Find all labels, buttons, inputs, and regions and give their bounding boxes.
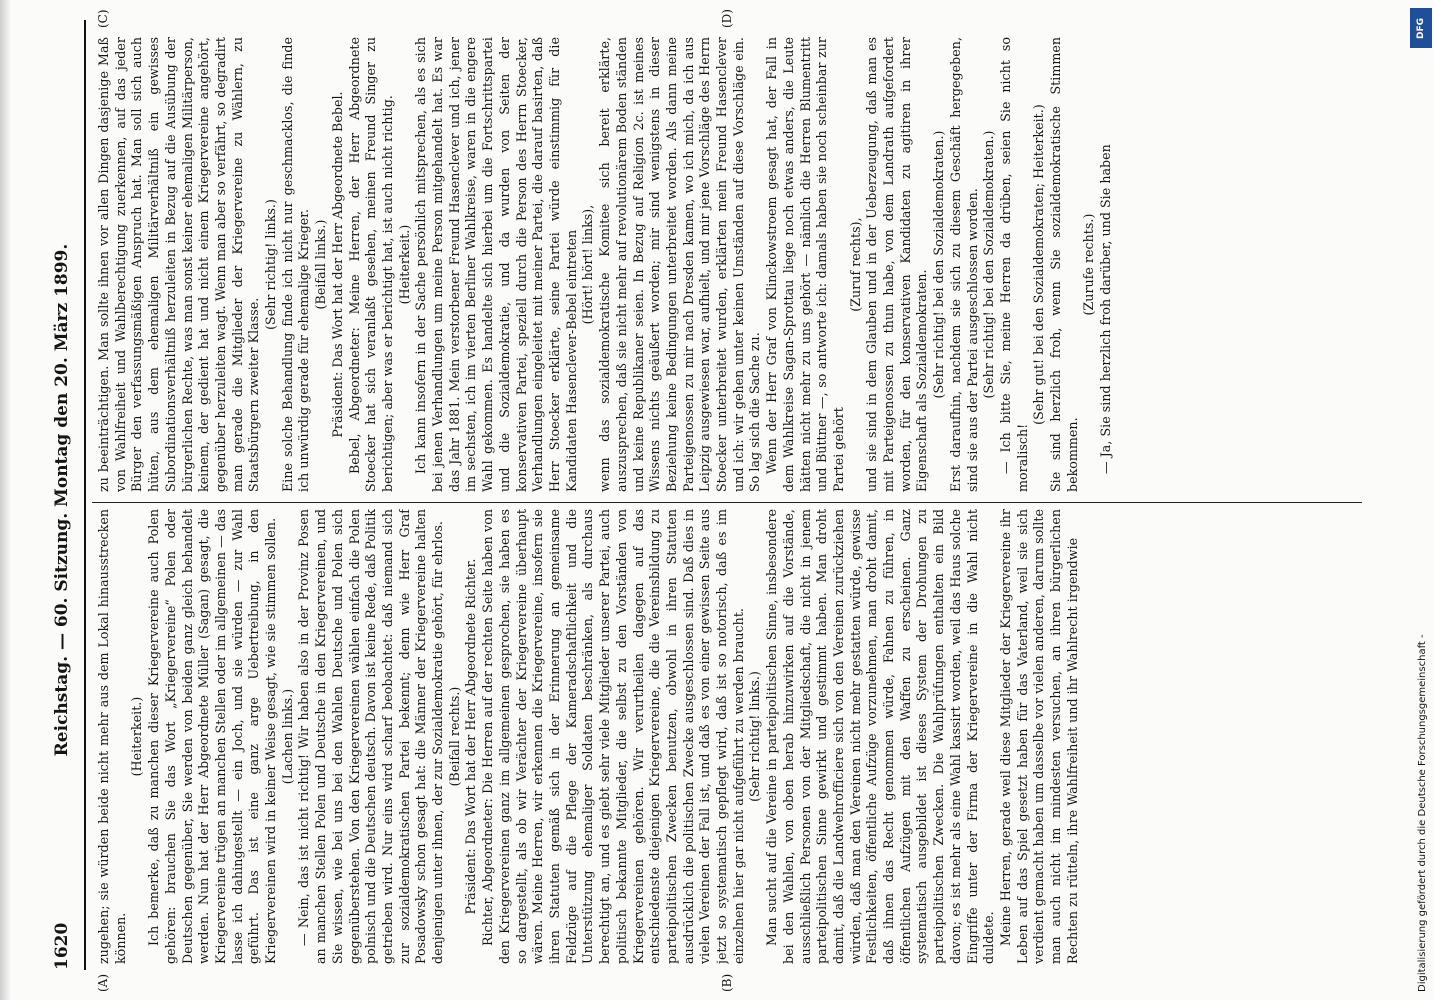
right-column-paragraph: (Sehr richtig! links.) xyxy=(263,199,279,330)
right-column-paragraph: wenn das sozialdemokratische Komitee sich bereit erklärte, auszusprechen, daß sie nicht mehr auf revolutionärem Boden ständen und keine Republikaner seien. In Bezug auf Religion 2c. ist meines Wissens nichts geäußert worden; mir sind wenigstens in dieser Beziehung keine Bedingungen unterbreitet worden. Als dann meine Parteigenossen zu mir nach Dresden kamen, wo ich mich, da ich aus Leipzig ausgewiesen war, aufhielt, und mir jene Vorschläge des Herrn Stoecker unterbreitet wurden, erklärten mein Freund Hasenclever und ich: wir gehen unter keinen Umständen auf diese Vorschläge ein. So lag sich die Sache zu. xyxy=(597,37,763,492)
margin-marker-c: (C) xyxy=(96,9,110,28)
right-column-paragraph: (Zurufe rechts.) xyxy=(1081,213,1097,316)
left-column-paragraph: Ich bemerke, daß zu manchen dieser Kriegervereine auch Polen gehören: brauchen Sie das Wort „Kriegervereine“ Polen oder Deutschen gegenüber, Sie werden von beiden ganz gleich behandelt werden. Nun hat der Herr Abgeordnete Müller (Sagan) gesagt, die Kriegervereine trügen an manchen Stellen oder im allgemeinen — das lasse ich dahingestellt — ein Joch, und sie würden — zur Wahl geführt. Das ist eine ganz arge Uebertreibung, in den Kriegervereinen wird in keiner Weise gesagt, wie sie stimmen sollen. xyxy=(146,509,279,964)
running-title: Reichstag. — 60. Sitzung. Montag den 20. März 1899. xyxy=(52,243,72,757)
right-column-paragraph: (Zuruf rechts), xyxy=(847,217,863,312)
left-column-paragraph: — Nein, das ist nicht richtig! Wir haben also in der Provinz Posen an manchen Stellen Polen und Deutsche in den Kriegervereinen, und Sie wissen, wie bei uns bei den Wahlen Deutsche und Polen sich gegenüberstehen. Von den Kriegervereinen wählen einfach die Polen polnisch und die Deutschen deutsch. Davon ist keine Rede, daß Politik getrieben wird. Nur eins wird scharf beobachtet: daß niemand sich zur sozialdemokratischen Partei bekennt; denn wie Herr Graf Posadowsky schon gesagt hat: die Männer der Kriegervereine halten denjenigen unter ihnen, der zur Sozialdemokratie gehört, für ehrlos. xyxy=(296,509,446,964)
right-column-paragraph: Wenn der Herr Graf von Klinckowstroem gesagt hat, der Fall in dem Wahlkreise Sagan-Sprottau liege noch etwas anders, die Leute hätten nicht mehr zu uns gehört — nämlich die Herren Blumentritt und Büttner —, so antworte ich: damals haben sie noch scheinbar zur Partei gehört xyxy=(764,37,846,492)
right-column-paragraph: (Beifall links.) xyxy=(313,219,329,310)
right-column-paragraph: zu beeinträchtigen. Man sollte ihnen vor allen Dingen dasjenige Maß von Wahlfreiheit und Wahlberechtigung zuerkennen, auf das jeder Bürger den verfassungsmäßigen Anspruch hat. Man soll sich auch hüten, aus dem ehemaligen Militärverhältniß ein gewisses Subordinationsverhältniß herzuleiten in Bezug auf die Ausübung der bürgerlichen Rechte, was man sonst keiner ehemaligen Militärperson, keinem, der gedient hat und nicht einem Kriegervereine angehört, gegenüber herzuleiten wagt. Wenn man aber so verfährt, so degradirt man gerade die Mitglieder der Kriegervereine zu Wählern, zu Staatsbürgern zweiter Klasse. xyxy=(96,37,262,492)
left-column-paragraph: Meine Herren, gerade weil diese Mitglieder der Kriegervereine ihr Leben auf das Spiel gesetzt haben für das Vaterland, weil sie sich verdient gemacht haben um dasselbe vor vielen anderen, darum sollte man auch nicht im mindesten versuchen, an ihren bürgerlichen Rechten zu rütteln, ihre Wahlfreiheit und ihr Wahlrecht irgendwie xyxy=(997,509,1080,964)
right-column-paragraph: (Hört! hört! links), xyxy=(580,204,596,325)
dfg-logo: DFG xyxy=(1410,8,1432,48)
margin-marker-a: (A) xyxy=(96,973,110,992)
page-header xyxy=(52,30,78,970)
right-column-paragraph: Sie sind herzlich froh, wenn Sie sozialdemokratische Stimmen bekommen. xyxy=(1048,37,1080,492)
left-column-paragraph: (Beifall rechts.) xyxy=(446,686,462,787)
header-rule xyxy=(84,20,86,970)
digitization-notice: Digitalisierung gefördert durch die Deutsche Forschungsgemeinschaft - xyxy=(1417,634,1428,992)
left-column-paragraph: Man sucht auf die Vereine in parteipolitischen Sinne, insbesondere bei den Wahlen, von oben herab hinzuwirken auf die Vorstände, ausschließlich Personen von der Mitgliedschaft, die nicht in jenem parteipolitischen Sinne gewirkt und gestimmt haben. Man droht damit, daß die Landwehrofficiere sich von den Vereinen zurückziehen würden, daß man den Vereinen nicht mehr gestatten würde, gewisse Festlichkeiten, öffentliche Aufzüge vorzunehmen, man droht damit, daß ihnen das Recht genommen würde, Fahnen zu führen, in öffentlichen Aufzügen mit den Waffen zu erscheinen. Ganz systematisch ausgebildet ist dieses System der Drohungen zu parteipolitischen Zwecken. Die Wahlprüfungen enthalten ein Bild davon; es ist mehr als eine Wahl kassirt worden, weil das Haus solche Eingriffe unter der Firma der Kriegervereine in die Wahl nicht duldete. xyxy=(764,509,997,964)
right-column-paragraph: — Ich bitte Sie, meine Herren da drüben, seien Sie nicht so moralisch! xyxy=(997,37,1030,492)
right-column-paragraph: und sie sind in dem Glauben und in der Ueberzeugung, daß man es mit Parteigenossen zu thun habe, von dem Landrath aufgefordert worden, für den konservativen Kandidaten zu agitiren in ihrer Eigenschaft als Sozialdemokraten. xyxy=(864,37,930,492)
right-column-paragraph: Bebel, Abgeordneter: Meine Herren, der Herr Abgeordnete Stoecker hat sich veranlaßt gesehen, meinen Freund Singer zu berichtigen; aber was er berichtigt hat, ist auch nicht richtig. xyxy=(346,37,395,492)
right-column-paragraph: (Sehr richtig! bei den Sozialdemokraten.) xyxy=(981,130,997,399)
margin-marker-d: (D) xyxy=(720,9,734,28)
right-column-paragraph: Ich kann insofern in der Sache persönlich mitsprechen, als es sich bei jenen Verhandlungen um meine Person mitgehandelt hat. Es war das Jahr 1881. Mein verstorbener Freund Hasenclever und ich, jener im sechsten, ich im vierten Berliner Wahlkreise, waren in die engere Wahl gekommen. Es handelte sich hierbei um die Fortschrittspartei und die Sozialdemokratie, und da wurden von Seiten der konservativen Partei, speziell durch die Person des Herrn Stoecker, Verhandlungen eingeleitet mit meiner Partei, die darauf basirten, daß Herr Stoecker erklärte, seine Partei würde einstimmig für die Kandidaten Hasenclever-Bebel eintreten xyxy=(413,37,579,492)
right-column-paragraph: Eine solche Behandlung finde ich nicht nur geschmacklos, die finde ich unwürdig gerade für ehemalige Krieger. xyxy=(279,37,312,492)
right-column-paragraph: — Ja, Sie sind herzlich froh darüber, und Sie haben xyxy=(1098,144,1114,474)
right-column xyxy=(96,37,1366,492)
right-column-paragraph: Präsident: Das Wort hat der Herr Abgeordnete Bebel. xyxy=(329,91,345,438)
right-column-paragraph: Erst daraufhin, nachdem sie sich zu diesem Geschäft hergegeben, sind sie aus der Partei ausgeschlossen worden. xyxy=(947,37,980,492)
left-column xyxy=(96,509,1366,964)
left-column-paragraph: (Heiterkeit.) xyxy=(129,696,145,777)
margin-marker-b: (B) xyxy=(720,973,734,992)
right-column-paragraph: (Heiterkeit.) xyxy=(396,224,412,305)
left-column-paragraph: (Lachen links.) xyxy=(279,688,295,785)
column-divider xyxy=(92,502,1362,503)
left-column-paragraph: Richter, Abgeordneter: Die Herren auf der rechten Seite haben von den Kriegervereinen ganz im allgemeinen gesprochen, sie haben es so dargestellt, als ob wir Verächter der Kriegervereine überhaupt wären. Meine Herren, wir erkennen die Kriegervereine, insofern sie ihren Statuten gemäß sich in der Erinnerung an gemeinsame Feldzüge auf die Pflege der Kameradschaftlichkeit und die Unterstützung ehemaliger Soldaten beschränken, als durchaus berechtigt an, und es giebt sehr viele Mitglieder unserer Partei, auch politisch bekannte Mitglieder, die selbst zu den Vorständen von Kriegervereinen gehören. Wir verurtheilen dagegen auf das entschiedenste diejenigen Kriegervereine, die die Vereinsbildung zu parteipolitischen Zwecken benutzen, obwohl in ihren Statuten ausdrücklich die politischen Zwecke ausgeschlossen sind. Daß dies in vielen Vereinen der Fall ist, und daß es von einer gewissen Seite aus jetzt so systematisch gepflegt wird, daß ist so notorisch, daß es im einzelnen hier gar nicht aufgeführt zu werden braucht. xyxy=(480,509,746,964)
right-column-paragraph: (Sehr gut! bei den Sozialdemokraten; Heiterkeit.) xyxy=(1031,104,1047,425)
left-column-paragraph: (Sehr richtig! links.) xyxy=(747,671,763,802)
left-column-paragraph: Präsident: Das Wort hat der Herr Abgeordnete Richter. xyxy=(463,558,479,915)
right-column-paragraph: (Sehr richtig! bei den Sozialdemokraten.) xyxy=(931,130,947,399)
left-column-paragraph: zugehen; sie würden beide nicht mehr aus dem Lokal hinausstrecken können. xyxy=(96,509,128,964)
page-number: 1620 xyxy=(52,922,72,970)
